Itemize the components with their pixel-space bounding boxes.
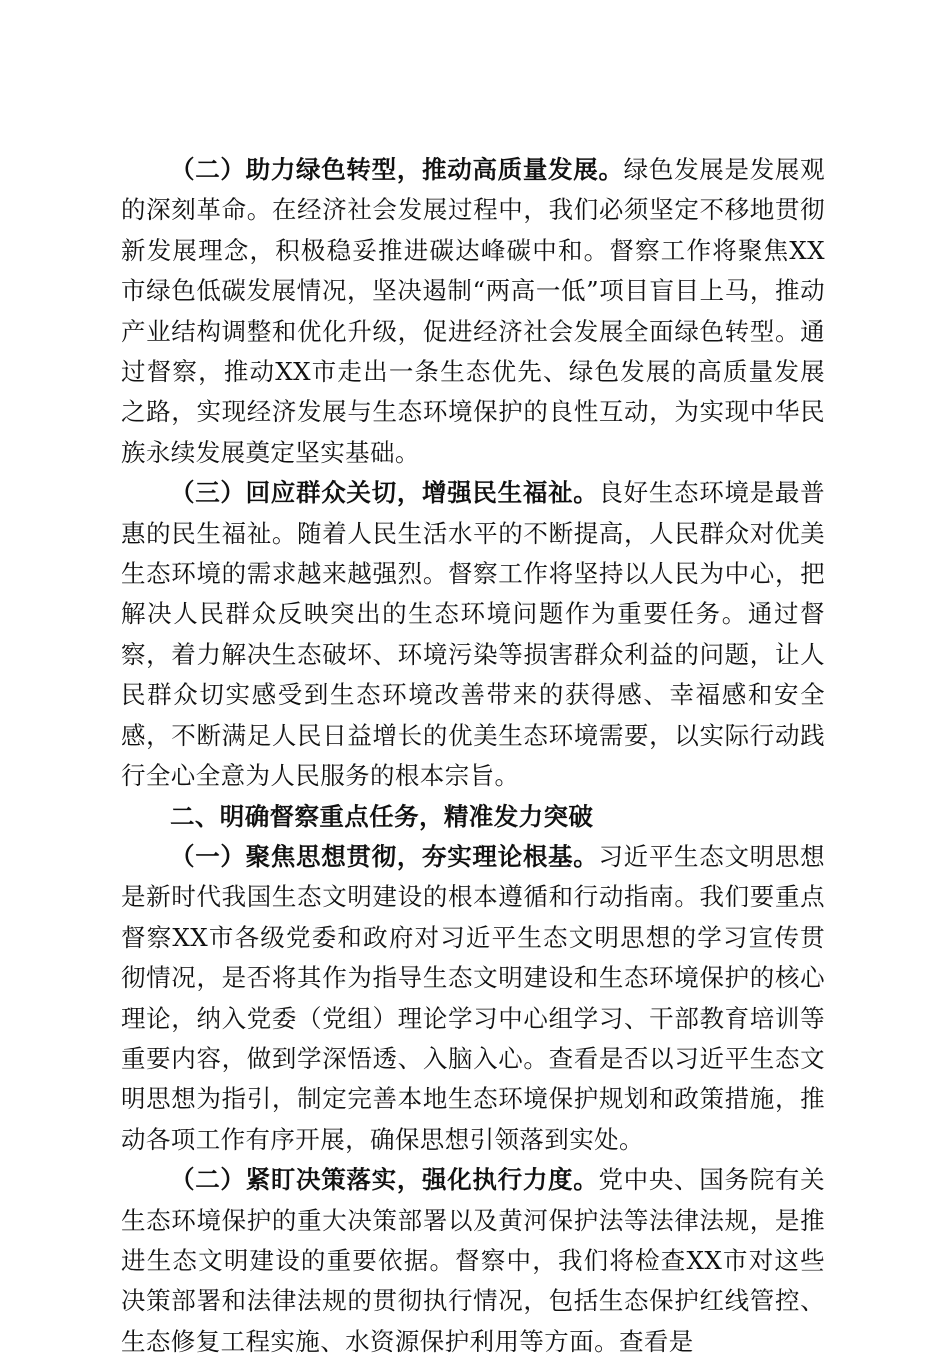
paragraph-lead: （二）紧盯决策落实，强化执行力度。 — [170, 1165, 599, 1195]
paragraph-body: 绿色发展是发展观的深刻革命。在经济社会发展过程中，我们必须坚定不移地贯彻新发展理念，积极稳妥推进碳达峰碳中和。督察工作将聚焦XX市绿色低碳发展情况，坚决遏制“两高一低”项目盲目上马，推动产业结构调整和优化升级，促进经济社会发展全面绿色转型。通过督察，推动XX市走出一条生态优先、绿色发展的高质量发展之路，实现经济发展与生态环境保护的良性互动，为实现中华民族永续发展奠定坚实基础。 — [121, 155, 825, 467]
paragraph-body: 党中央、国务院有关生态环境保护的重大决策部署以及黄河保护法等法律法规，是推进生态文明建设的重要依据。督察中，我们将检查XX市对这些决策部署和法律法规的贯彻执行情况，包括生态保护红线管控、生态修复工程实施、水资源保护利用等方面。查看是 — [121, 1165, 825, 1356]
paragraph-body: 习近平生态文明思想是新时代我国生态文明建设的根本遵循和行动指南。我们要重点督察XX市各级党委和政府对习近平生态文明思想的学习宣传贯彻情况，是否将其作为指导生态文明建设和生态环境保护的核心理论，纳入党委（党组）理论学习中心组学习、干部教育培训等重要内容，做到学深悟透、入脑入心。查看是否以习近平生态文明思想为指引，制定完善本地生态环境保护规划和政策措施，推动各项工作有序开展，确保思想引领落到实处。 — [121, 841, 825, 1154]
section-heading: 二、明确督察重点任务，精准发力突破 — [170, 801, 594, 831]
paragraph-thought-implementation — [121, 837, 825, 1160]
paragraph-public-welfare — [121, 473, 825, 796]
paragraph-lead: （一）聚焦思想贯彻，夯实理论根基。 — [170, 841, 599, 871]
paragraph-lead: （三）回应群众关切，增强民生福祉。 — [170, 478, 599, 508]
document-page — [121, 150, 825, 1362]
paragraph-body: 良好生态环境是最普惠的民生福祉。随着人民生活水平的不断提高，人民群众对优美生态环境的需求越来越强烈。督察工作将坚持以人民为中心，把解决人民群众反映突出的生态环境问题作为重要任务。通过督察，着力解决生态破坏、环境污染等损害群众利益的问题，让人民群众切实感受到生态环境改善带来的获得感、幸福感和安全感，不断满足人民日益增长的优美生态环境需要，以实际行动践行全心全意为人民服务的根本宗旨。 — [121, 478, 825, 791]
paragraph-decision-implementation — [121, 1160, 825, 1362]
paragraph-lead: （二）助力绿色转型，推动高质量发展。 — [170, 155, 624, 184]
paragraph-green-transition — [121, 150, 825, 473]
